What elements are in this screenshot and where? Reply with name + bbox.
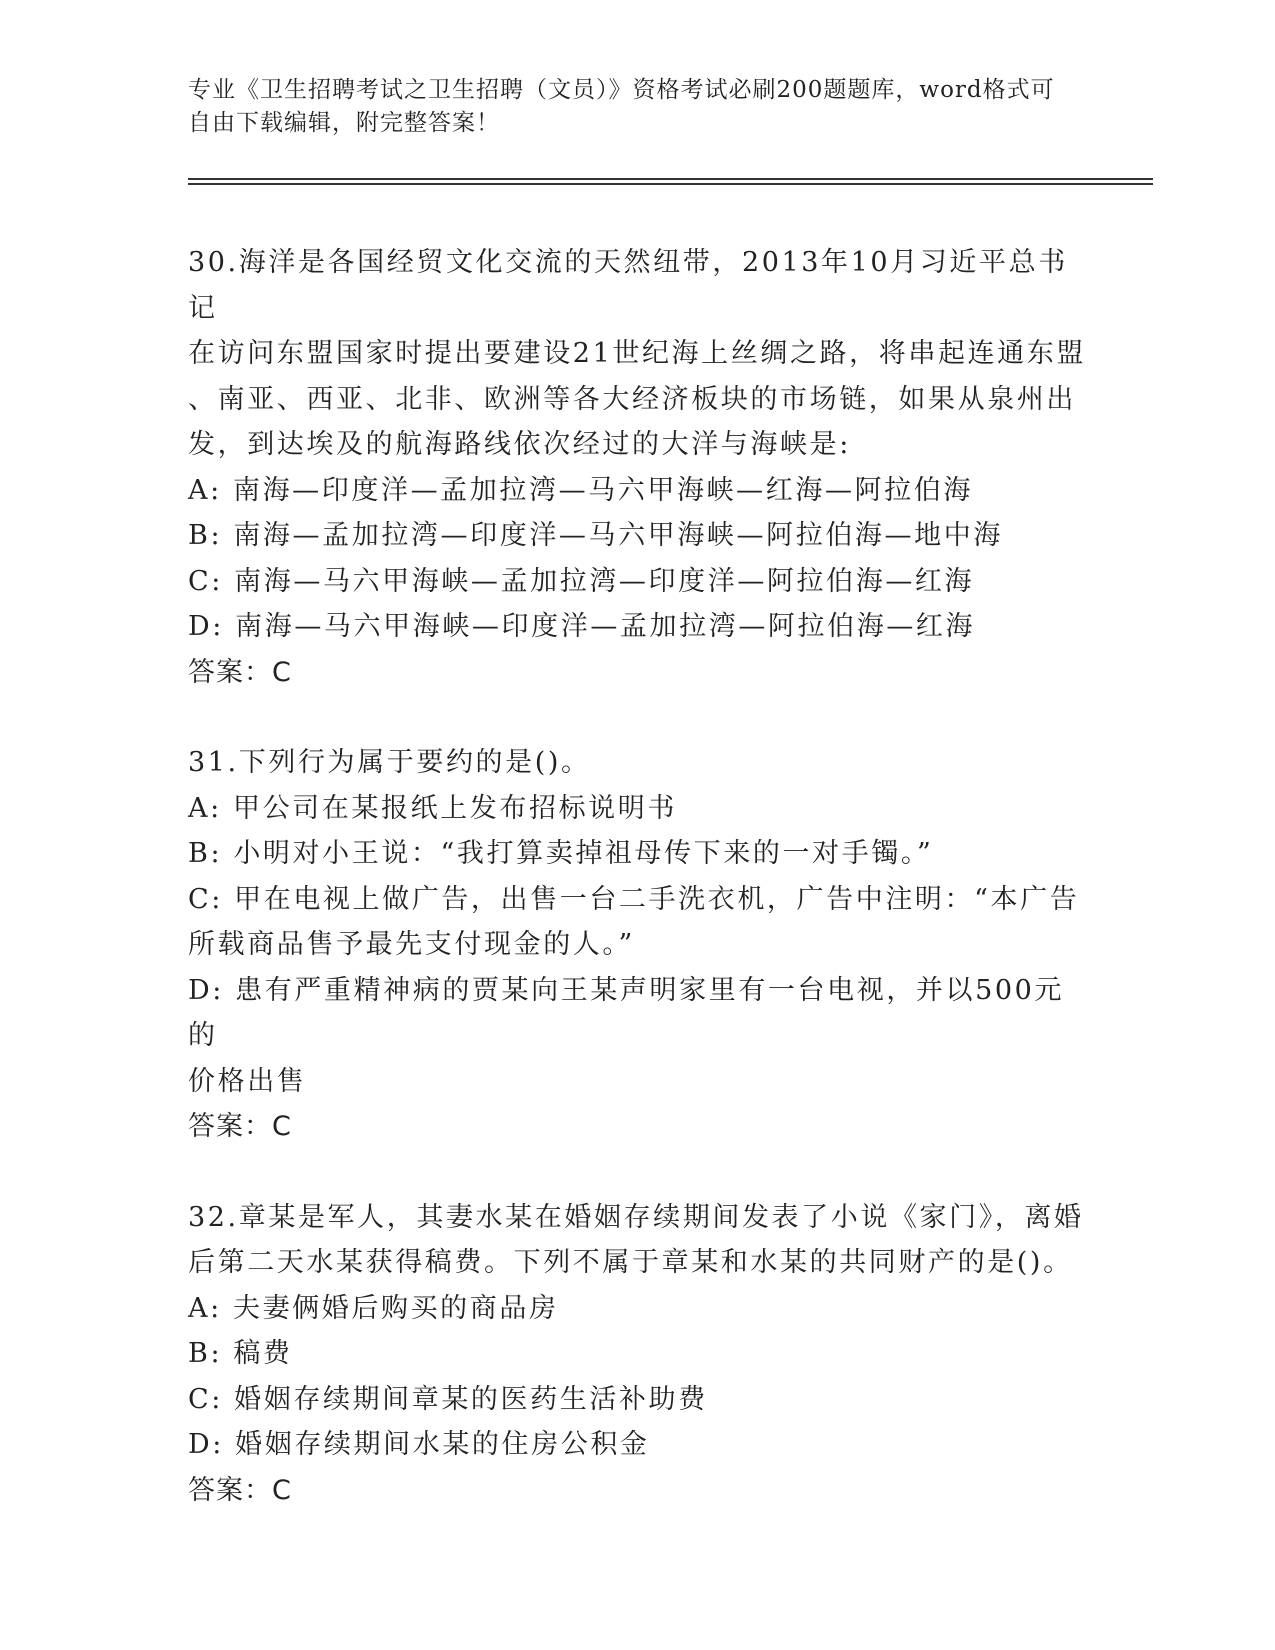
header-divider-top [188, 178, 1153, 180]
question-line: 、南亚、西亚、北非、欧洲等各大经济板块的市场链，如果从泉州出 [188, 383, 1076, 415]
question-line: 后第二天水某获得稿费。下列不属于章某和水某的共同财产的是()。 [188, 1247, 1073, 1278]
option-b: B: 小明对小王说：“我打算卖掉祖母传下来的一对手镯。” [188, 838, 934, 869]
question-line: 30.海洋是各国经贸文化交流的天然纽带，2013年10月习近平总书记 [188, 247, 1068, 324]
option-d: D: 南海—马六甲海峡—印度洋—孟加拉湾—阿拉伯海—红海 [188, 611, 976, 642]
option-a: A: 南海—印度洋—孟加拉湾—马六甲海峡—红海—阿拉伯海 [188, 474, 973, 506]
question-32 [188, 1195, 1088, 1514]
option-a: A: 夫妻俩婚后购买的商品房 [188, 1292, 559, 1324]
document-header: 专业《卫生招聘考试之卫生招聘（文员）》资格考试必刷200题题库，word格式可自由下载编辑，附完整答案！ [188, 77, 1055, 136]
answer-line: 答案：C [188, 656, 292, 688]
option-c-continued: 所载商品售予最先支付现金的人。” [188, 929, 635, 960]
option-d: D: 婚姻存续期间水某的住房公积金 [188, 1429, 650, 1460]
question-30 [188, 240, 1088, 695]
option-b: B: 南海—孟加拉湾—印度洋—马六甲海峡—阿拉伯海—地中海 [188, 520, 1003, 551]
option-b: B: 稿费 [188, 1338, 293, 1369]
question-31 [188, 740, 1088, 1150]
option-c: C: 甲在电视上做广告，出售一台二手洗衣机，广告中注明：“本广告 [188, 883, 1080, 915]
option-a: A: 甲公司在某报纸上发布招标说明书 [188, 792, 677, 824]
answer-line: 答案：C [188, 1111, 292, 1142]
option-d-continued: 价格出售 [188, 1065, 307, 1097]
option-d: D: 患有严重精神病的贾某向王某声明家里有一台电视，并以500元的 [188, 974, 1065, 1051]
option-c: C: 南海—马六甲海峡—孟加拉湾—印度洋—阿拉伯海—红海 [188, 565, 975, 597]
question-line: 在访问东盟国家时提出要建设21世纪海上丝绸之路，将串起连通东盟 [188, 338, 1086, 369]
question-line: 32.章某是军人，其妻水某在婚姻存续期间发表了小说《家门》，离婚 [188, 1201, 1084, 1233]
header-divider-bottom [188, 183, 1153, 185]
question-list [188, 240, 1088, 1558]
question-line: 31.下列行为属于要约的是()。 [188, 747, 591, 778]
question-line: 发，到达埃及的航海路线依次经过的大洋与海峡是: [188, 429, 851, 460]
option-c: C: 婚姻存续期间章某的医药生活补助费 [188, 1383, 708, 1415]
answer-line: 答案：C [188, 1474, 292, 1506]
